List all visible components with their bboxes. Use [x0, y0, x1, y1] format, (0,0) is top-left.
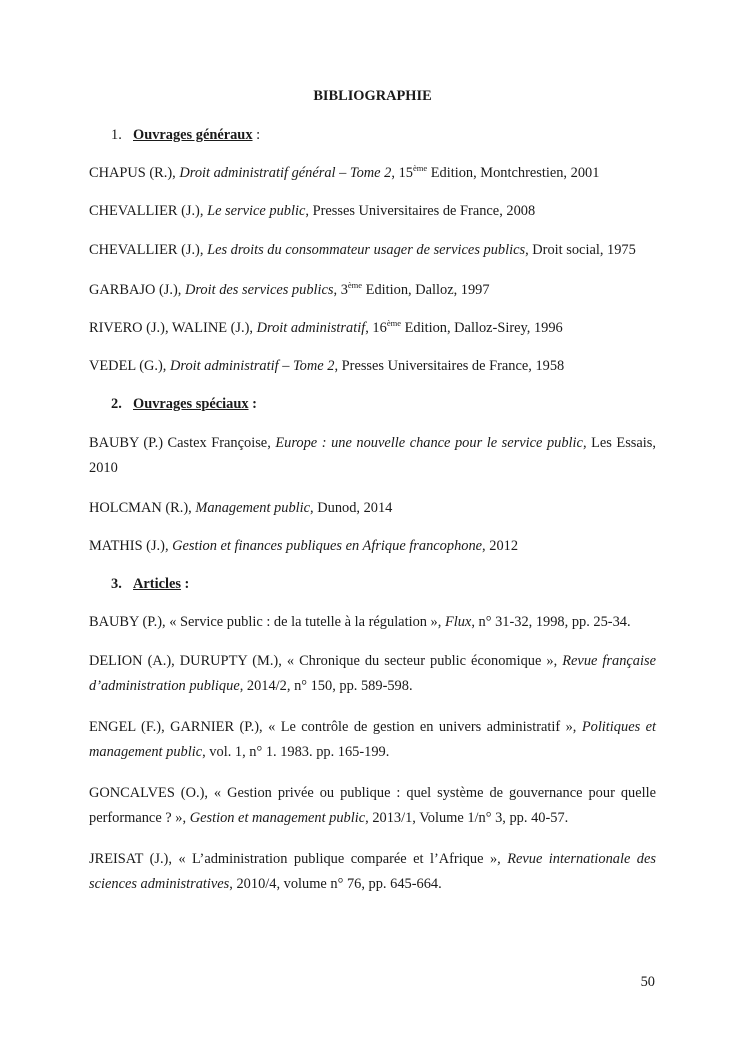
- section-number: 3.: [111, 576, 122, 592]
- bibliography-entry: JREISAT (J.), « L’administration publique comparée et l’Afrique », Revue internationale des sciences administratives, 2010/4, volume n° 76, pp. 645-664.: [89, 851, 656, 892]
- section-number: 1.: [111, 127, 122, 143]
- bibliography-entry: CHEVALLIER (J.), Les droits du consommateur usager de services publics, Droit social, 1975: [89, 242, 636, 258]
- bibliography-entry: CHEVALLIER (J.), Le service public, Presses Universitaires de France, 2008: [89, 203, 536, 219]
- bibliography-entry: DELION (A.), DURUPTY (M.), « Chronique du secteur public économique », Revue française d’administration publique, 2014/2, n° 150, pp. 589-598.: [89, 653, 656, 694]
- bibliography-entry: RIVERO (J.), WALINE (J.), Droit administratif, 16ème Edition, Dalloz-Sirey, 1996: [89, 318, 563, 336]
- page-title: BIBLIOGRAPHIE: [313, 88, 432, 104]
- bibliography-entry: BAUBY (P.), « Service public : de la tutelle à la régulation », Flux, n° 31-32, 1998, pp. 25-34.: [89, 614, 631, 630]
- bibliography-entry: VEDEL (G.), Droit administratif – Tome 2, Presses Universitaires de France, 1958: [89, 358, 565, 374]
- section-number: 2.: [111, 396, 122, 412]
- bibliography-content: [89, 124, 656, 913]
- section-label: Articles: [133, 576, 181, 592]
- section-label: Ouvrages généraux: [133, 127, 253, 143]
- bibliography-entry: GARBAJO (J.), Droit des services publics, 3ème Edition, Dalloz, 1997: [89, 280, 490, 298]
- section-heading-general-works: [111, 124, 656, 146]
- section-suffix: :: [180, 576, 190, 592]
- bibliography-entry: HOLCMAN (R.), Management public, Dunod, 2014: [89, 500, 393, 516]
- section-suffix: :: [248, 396, 257, 412]
- section-heading-special-works: [111, 393, 656, 415]
- bibliography-entry: ENGEL (F.), GARNIER (P.), « Le contrôle de gestion en univers administratif », Politiques et management public, vol. 1, n° 1. 1983. pp. 165-199.: [89, 719, 656, 760]
- bibliography-entry: CHAPUS (R.), Droit administratif général – Tome 2, 15ème Edition, Montchrestien, 2001: [89, 163, 600, 181]
- section-heading-articles: [111, 573, 656, 595]
- page-number: 50: [640, 974, 655, 990]
- section-label: Ouvrages spéciaux: [133, 396, 249, 412]
- bibliography-entry: MATHIS (J.), Gestion et finances publiques en Afrique francophone, 2012: [89, 538, 519, 554]
- bibliography-entry: GONCALVES (O.), « Gestion privée ou publique : quel système de gouvernance pour quelle performance ? », Gestion et management public, 2013/1, Volume 1/n° 3, pp. 40-57.: [89, 785, 656, 826]
- section-suffix: :: [252, 127, 261, 143]
- bibliography-entry: BAUBY (P.) Castex Françoise, Europe : une nouvelle chance pour le service public, Les Essais, 2010: [89, 435, 656, 476]
